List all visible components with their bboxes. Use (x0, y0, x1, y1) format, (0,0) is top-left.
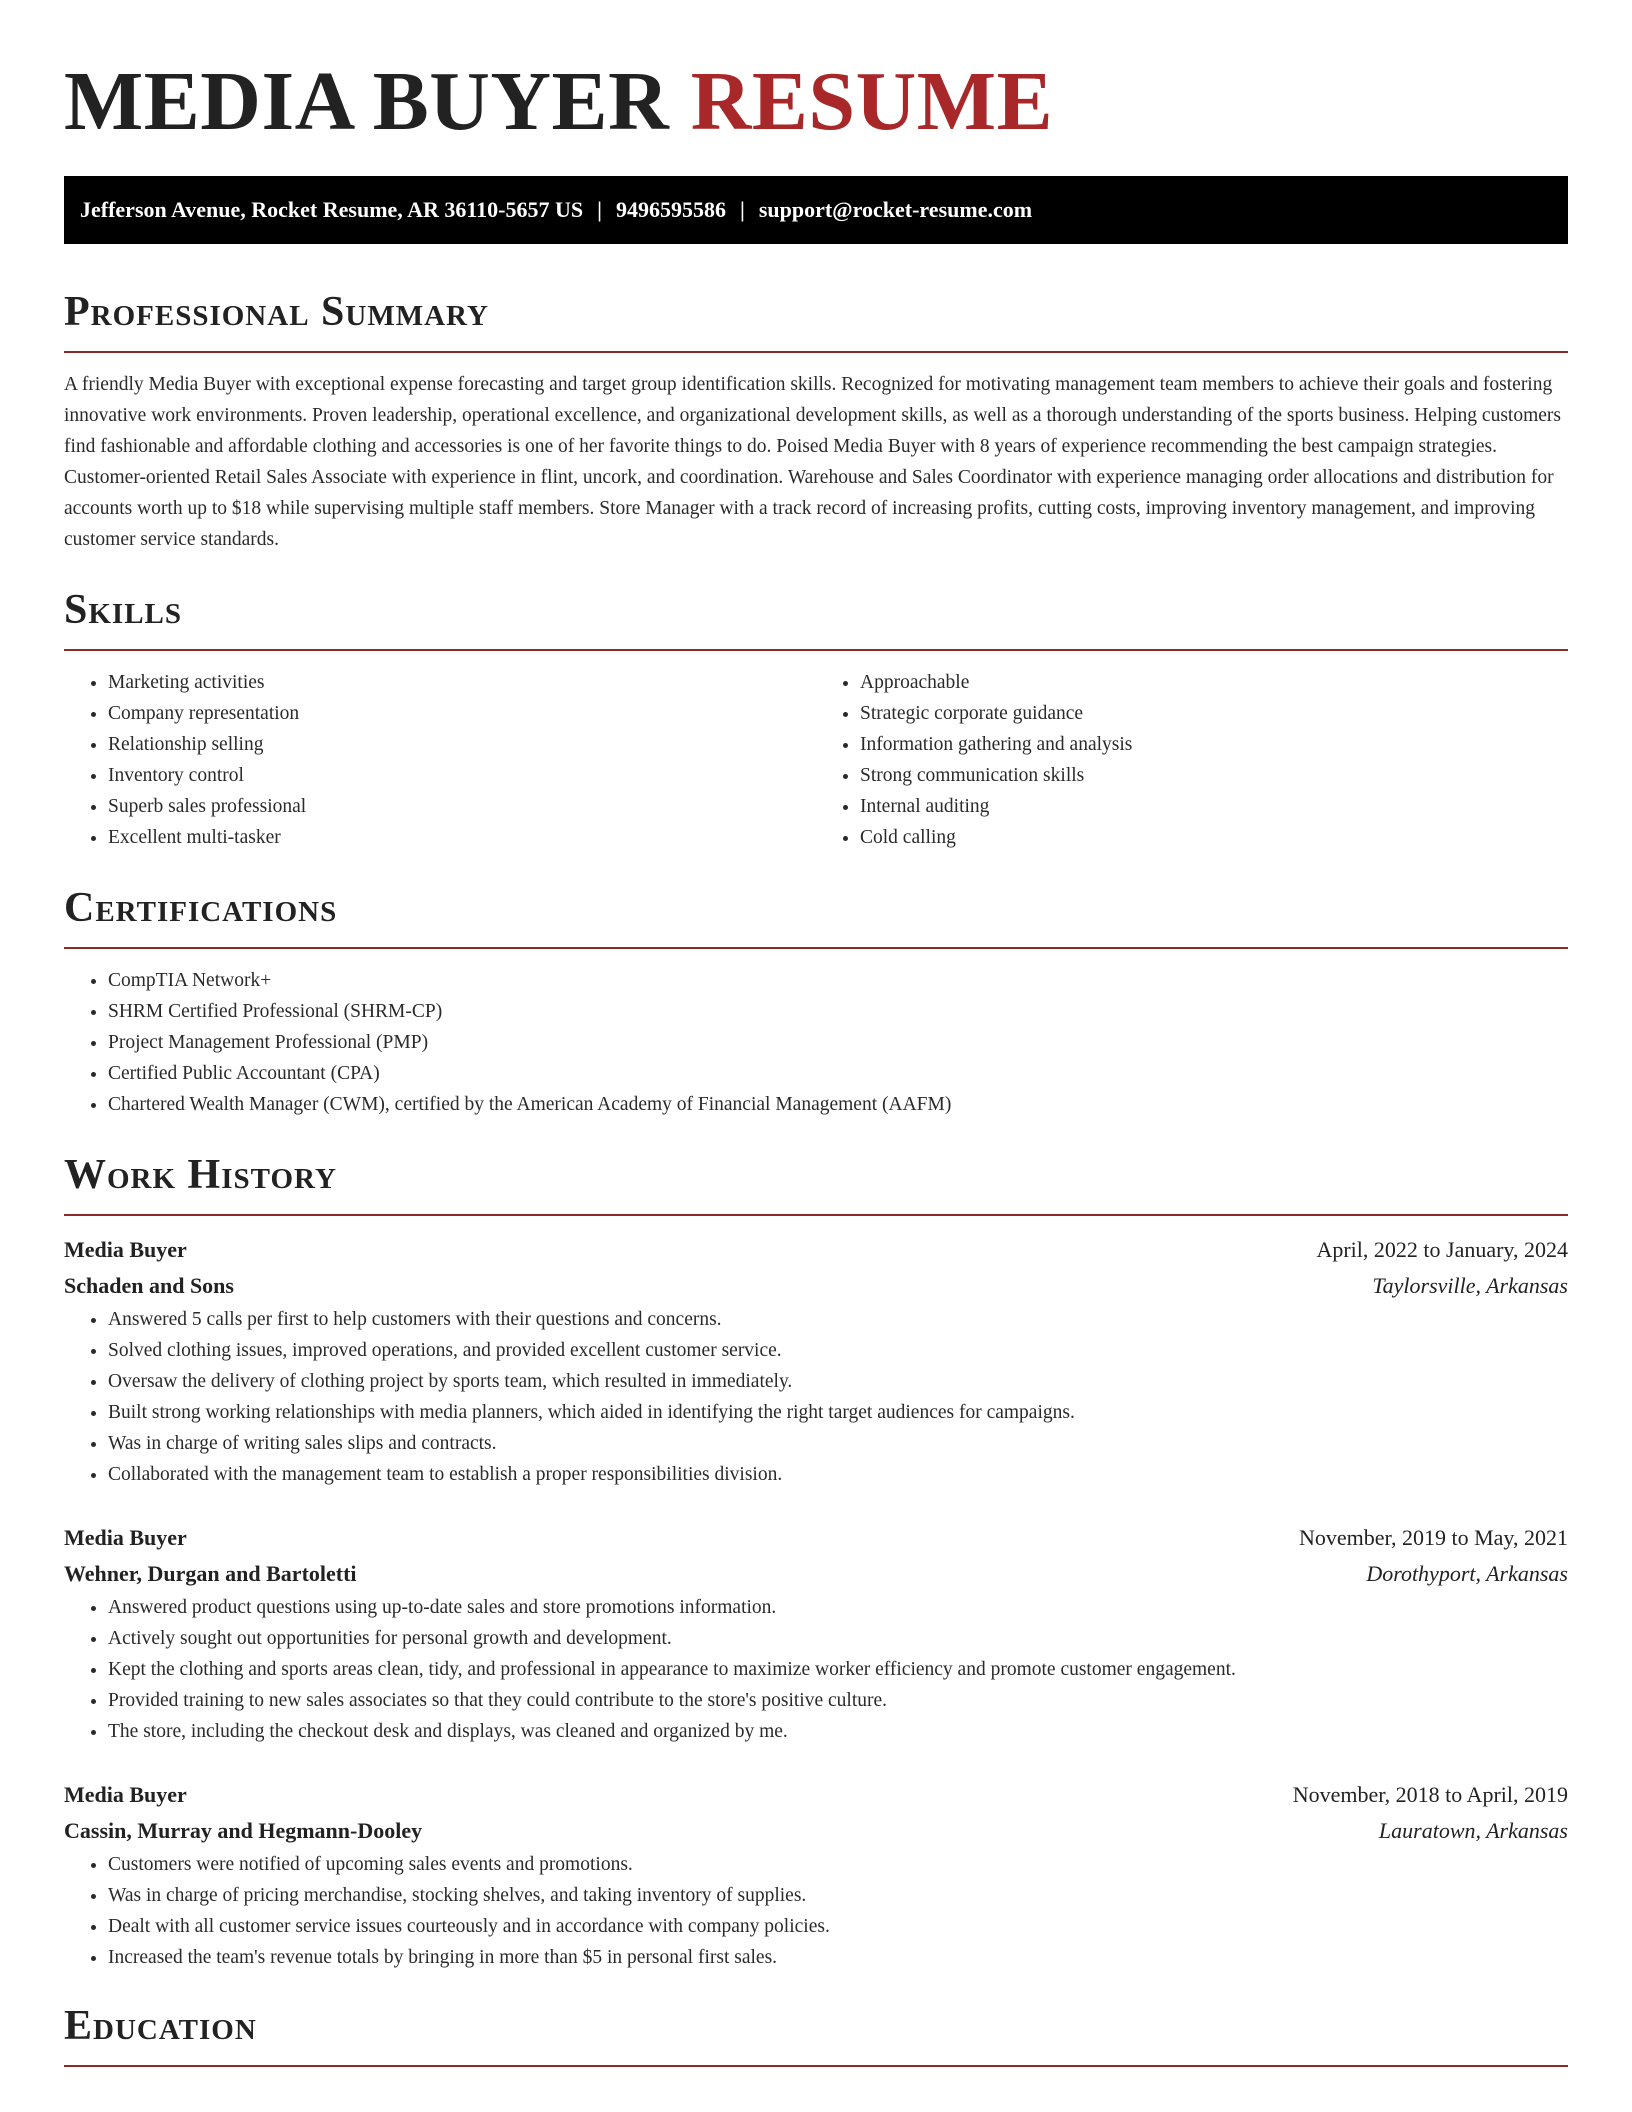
section-divider (64, 2065, 1568, 2067)
job-bullet: • Dealt with all customer service issues courteously and in accordance with company policies. (108, 1911, 1568, 1942)
title-main: MEDIA BUYER (64, 55, 670, 148)
certifications-list (64, 965, 1568, 1120)
job-header-row (64, 1232, 1568, 1268)
certification-item: • Chartered Wealth Manager (CWM), certified by the American Academy of Financial Management (AAFM) (108, 1089, 1568, 1120)
work-history-heading: Work History (64, 1152, 337, 1198)
skills-grid (64, 667, 1568, 853)
job-company-row (64, 1556, 1568, 1592)
job-bullet: • Answered 5 calls per first to help customers with their questions and concerns. (108, 1304, 1568, 1335)
job-bullet: • Collaborated with the management team to establish a proper responsibilities division. (108, 1459, 1568, 1490)
job-bullet: • Actively sought out opportunities for personal growth and development. (108, 1623, 1568, 1654)
job-dates: April, 2022 to January, 2024 (1316, 1237, 1568, 1262)
job-dates: November, 2018 to April, 2019 (1292, 1782, 1568, 1807)
certification-item: • Project Management Professional (PMP) (108, 1027, 1568, 1058)
job-company: Cassin, Murray and Hegmann-Dooley (64, 1818, 423, 1843)
job-company-row (64, 1813, 1568, 1849)
job-bullet: • Oversaw the delivery of clothing project by sports team, which resulted in immediately. (108, 1366, 1568, 1397)
job-title: Media Buyer (64, 1237, 187, 1262)
job-company-row (64, 1268, 1568, 1304)
job-header-row (64, 1777, 1568, 1813)
work-history-section (64, 1150, 1568, 1973)
contact-email[interactable]: support@rocket-resume.com (758, 197, 1033, 222)
certification-item: • Certified Public Accountant (CPA) (108, 1058, 1568, 1089)
job-entry (64, 1777, 1568, 1973)
job-bullet: • Answered product questions using up-to-date sales and store promotions information. (108, 1592, 1568, 1623)
title-accent: RESUME (690, 55, 1054, 148)
certification-item: • SHRM Certified Professional (SHRM-CP) (108, 996, 1568, 1027)
job-bullet: • Was in charge of pricing merchandise, stocking shelves, and taking inventory of supplies. (108, 1880, 1568, 1911)
certifications-heading: Certifications (64, 885, 338, 931)
skill-item: • Strong communication skills (860, 760, 1568, 791)
job-location: Dorothyport, Arkansas (1366, 1561, 1568, 1586)
resume-title (64, 0, 1568, 148)
skill-item: • Inventory control (108, 760, 816, 791)
contact-separator: | (739, 197, 745, 222)
job-company: Wehner, Durgan and Bartoletti (64, 1561, 357, 1586)
resume-page (64, 0, 1568, 2067)
contact-bar (64, 176, 1568, 244)
job-location: Taylorsville, Arkansas (1372, 1273, 1568, 1298)
job-entry (64, 1520, 1568, 1747)
education-heading: Education (64, 2003, 257, 2049)
job-bullets (64, 1304, 1568, 1490)
skill-item: • Excellent multi-tasker (108, 822, 816, 853)
skill-item: • Information gathering and analysis (860, 729, 1568, 760)
job-bullet: • Built strong working relationships with media planners, which aided in identifying the right target audiences for campaigns. (108, 1397, 1568, 1428)
job-company: Schaden and Sons (64, 1273, 234, 1298)
contact-phone[interactable]: 9496595586 (615, 197, 726, 222)
skills-heading: Skills (64, 587, 183, 633)
contact-address: Jefferson Avenue, Rocket Resume, AR 36110-5657 US (80, 197, 584, 222)
contact-separator: | (597, 197, 602, 222)
job-title: Media Buyer (64, 1782, 187, 1807)
job-bullets (64, 1592, 1568, 1747)
job-header-row (64, 1520, 1568, 1556)
job-bullet: • Increased the team's revenue totals by bringing in more than $5 in personal first sales. (108, 1942, 1568, 1973)
summary-heading: Professional Summary (64, 289, 489, 335)
skills-list-right (816, 667, 1568, 853)
skill-item: • Superb sales professional (108, 791, 816, 822)
job-bullets (64, 1849, 1568, 1973)
job-bullet: • The store, including the checkout desk and displays, was cleaned and organized by me. (108, 1716, 1568, 1747)
skill-item: • Strategic corporate guidance (860, 698, 1568, 729)
section-divider (64, 947, 1568, 949)
summary-text: A friendly Media Buyer with exceptional expense forecasting and target group identification skills. Recognized for motivating management team members to achieve their goals and fostering innovative work environments. Proven leadership, operational excellence, and organizational development skills, as well as a thorough understanding of the sports business. Helping customers find fashionable and affordable clothing and accessories is one of her favorite things to do. Poised Media Buyer with 8 years of experience recommending the best campaign strategies. Customer-oriented Retail Sales Associate with experience in flint, uncork, and coordination. Warehouse and Sales Coordinator with experience managing order allocations and distribution for accounts worth up to $18 while supervising multiple staff members. Store Manager with a track record of increasing profits, cutting costs, improving inventory management, and improving customer service standards. (64, 374, 1561, 550)
job-bullet: • Customers were notified of upcoming sales events and promotions. (108, 1849, 1568, 1880)
skill-item: • Marketing activities (108, 667, 816, 698)
job-bullet: • Provided training to new sales associates so that they could contribute to the store's positive culture. (108, 1685, 1568, 1716)
job-bullet: • Kept the clothing and sports areas clean, tidy, and professional in appearance to maximize worker efficiency and promote customer engagement. (108, 1654, 1568, 1685)
job-dates: November, 2019 to May, 2021 (1299, 1525, 1568, 1550)
skill-item: • Cold calling (860, 822, 1568, 853)
job-location: Lauratown, Arkansas (1378, 1818, 1568, 1843)
summary-section (64, 287, 1568, 555)
certification-item: • CompTIA Network+ (108, 965, 1568, 996)
section-divider (64, 649, 1568, 651)
certifications-section (64, 883, 1568, 1120)
skills-list-left (64, 667, 816, 853)
section-divider (64, 351, 1568, 353)
job-entry (64, 1232, 1568, 1490)
job-bullet: • Was in charge of writing sales slips and contracts. (108, 1428, 1568, 1459)
section-divider (64, 1214, 1568, 1216)
skill-item: • Company representation (108, 698, 816, 729)
education-section (64, 2001, 1568, 2067)
skill-item: • Approachable (860, 667, 1568, 698)
job-title: Media Buyer (64, 1525, 187, 1550)
skills-section (64, 585, 1568, 853)
skill-item: • Internal auditing (860, 791, 1568, 822)
job-bullet: • Solved clothing issues, improved operations, and provided excellent customer service. (108, 1335, 1568, 1366)
skill-item: • Relationship selling (108, 729, 816, 760)
